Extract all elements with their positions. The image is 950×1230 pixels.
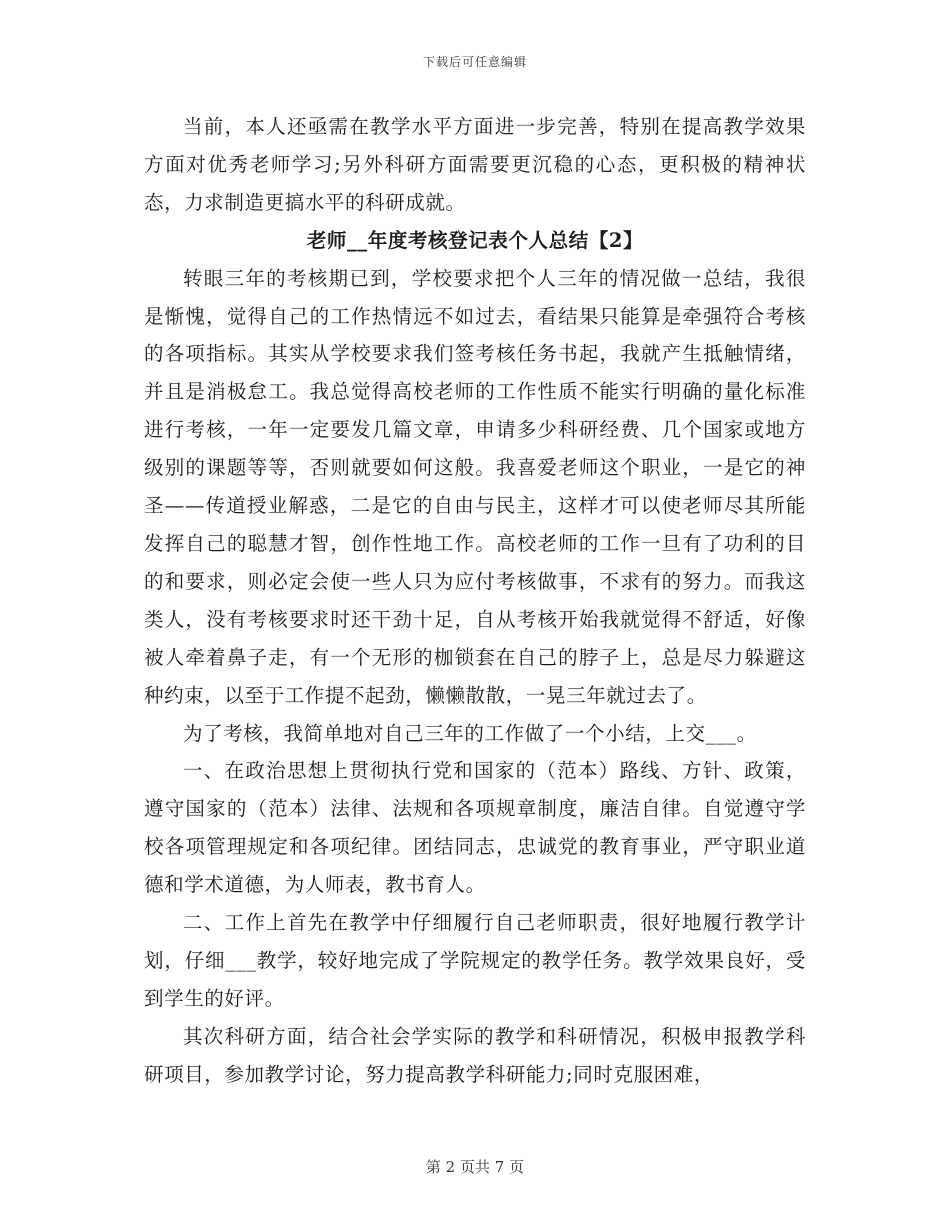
paragraph-summary: 转眼三年的考核期已到，学校要求把个人三年的情况做一总结，我很是惭愧，觉得自己的工作热情远不如过去，看结果只能算是牵强符合考核的各项指标。其实从学校要求我们签考核任务书起，我就产生抵触情绪，并且是消极怠工。我总觉得高校老师的工作性质不能实行明确的量化标准进行考核，一年一定要发几篇文章，申请多少科研经费、几个国家或地方级别的课题等等，否则就要如何这般。我喜爱老师这个职业，一是它的神圣——传道授业解惑，二是它的自由与民主，这样才可以使老师尽其所能发挥自己的聪慧才智，创作性地工作。高校老师的工作一旦有了功利的目的和要求，则必定会使一些人只为应付考核做事，不求有的努力。而我这类人，没有考核要求时还干劲十足，自从考核开始我就觉得不舒适，好像被人牵着鼻子走，有一个无形的枷锁套在自己的脖子上，总是尽力躲避这种约束，以至于工作提不起劲，懒懒散散，一晃三年就过去了。 bbox=[144, 266, 806, 707]
document-body bbox=[144, 108, 806, 1094]
paragraph-submission: 为了考核，我简单地对自己三年的工作做了一个小结，上交___。 bbox=[183, 721, 757, 745]
page-header: 下载后可任意编辑 bbox=[422, 55, 527, 69]
paragraph-work: 二、工作上首先在教学中仔细履行自己老师职责，很好地履行教学计划，仔细___教学，较好地完成了学院规定的教学任务。教学效果良好，受到学生的好评。 bbox=[144, 911, 806, 1010]
page-number: 第 2 页共 7 页 bbox=[425, 1158, 525, 1176]
section-title: 老师__年度考核登记表个人总结【2】 bbox=[306, 228, 644, 252]
paragraph-politics: 一、在政治思想上贯彻执行党和国家的（范本）路线、方针、政策，遵守国家的（范本）法律、法规和各项规章制度，廉洁自律。自觉遵守学校各项管理规定和各项纪律。团结同志，忠诚党的教育事业，严守职业道德和学术道德，为人师表，教书育人。 bbox=[144, 759, 806, 897]
paragraph-intro: 当前，本人还亟需在教学水平方面进一步完善，特别在提高教学效果方面对优秀老师学习;另外科研方面需要更沉稳的心态，更积极的精神状态，力求制造更搞水平的科研成就。 bbox=[144, 115, 806, 214]
paragraph-research: 其次科研方面，结合社会学实际的教学和科研情况，积极申报教学科研项目，参加教学讨论，努力提高教学科研能力;同时克服困难， bbox=[144, 1024, 806, 1086]
